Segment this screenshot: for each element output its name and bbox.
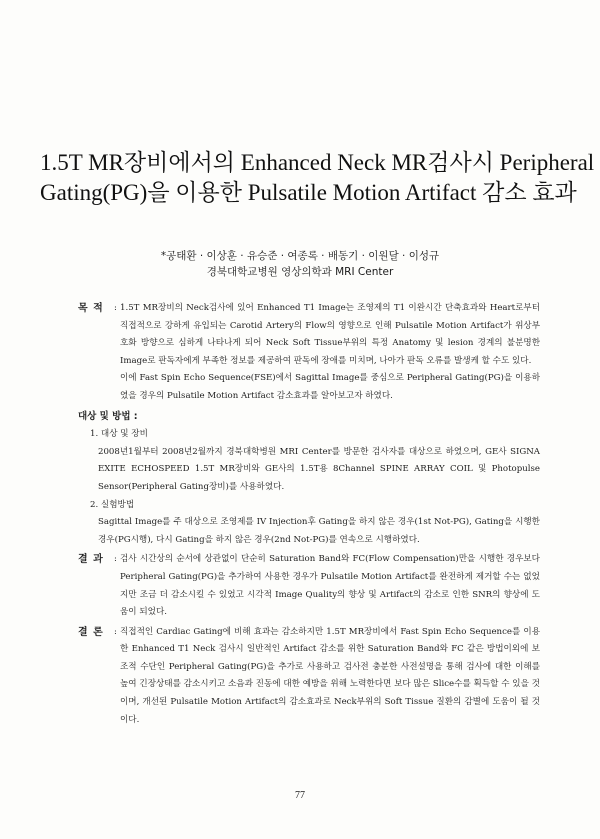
purpose-colon: : — [114, 303, 117, 313]
purpose-heading: 목 적 — [78, 303, 104, 314]
results-paragraph: 검사 시간상의 순서에 상관없이 단순히 Saturation Band와 FC(Flow Compensation)만을 시행한 경우보다 Peripheral Gating(PG)을 추가하여 사용한 경우가 Pulsatile Motion Artifact를 완전하게 제거할 수는 없었지만 조금 더 감소시킬 수 있었고 시각적 Image Quality의 향상 및 Artifact의 감소로 인한 SNR의 향상에 도움이 되었다. — [120, 554, 540, 618]
methods-section — [78, 408, 540, 550]
methods-item-2-body: Sagittal Image를 주 대상으로 조영제를 IV Injection후 Gating을 하지 않은 경우(1st Not-PG), Gating을 시행한 경우(PG시행), 다시 Gating을 하지 않은 경우(2nd Not-PG)를 연속으로 시행하였다. — [98, 517, 540, 545]
author-names: *공태환 · 이상훈 · 유승준 · 여종록 · 배동기 · 이원달 · 이성규 — [160, 250, 440, 262]
methods-item-1-body: 2008년1월부터 2008년2월까지 경북대학병원 MRI Center를 방문한 검사자를 대상으로 하였으며, GE사 SIGNA EXITE ECHOSPEED 1.5T MR장비와 GE사의 1.5T용 8Channel SPINE ARRAY COIL 및 Photopulse Sensor(Peripheral Gating장비)를 사용하였다. — [98, 446, 540, 492]
purpose-section — [78, 300, 540, 406]
methods-item-2-title: 2. 실험방법 — [90, 499, 135, 510]
author-block — [0, 248, 600, 280]
purpose-paragraph-2: 이에 Fast Spin Echo Sequence(FSE)에서 Sagittal Image를 중심으로 Peripheral Gating(PG)을 이용하였을 경우의 Pulsatile Motion Artifact 감소효과를 알아보고자 하였다. — [120, 373, 540, 401]
title-line-1: 1.5T MR장비에서의 Enhanced Neck MR검사시 Peripheral — [40, 150, 595, 175]
results-heading: 결 과 — [78, 554, 104, 566]
conclusion-paragraph: 직접적인 Cardiac Gating에 비해 효과는 감소하지만 1.5T MR장비에서 Fast Spin Echo Sequence를 이용한 Enhanced T1 Neck 검사시 일반적인 Artifact 감소를 위한 Saturation Band와 FC 같은 방법이외에 보조적 수단인 Peripheral Gating(PG)을 추가로 사용하고 검사전 충분한 사전설명을 통해 검사에 대한 이해를 높여 긴장상태를 감소시키고 소음과 진동에 대한 예방을 위해 노력한다면 보다 많은 Slice수를 획득할 수 있을 것이며, 개선된 Pulsatile Motion Artifact의 감소효과로 Neck부위의 Soft Tissue 질환의 감별에 도움이 될 것이다. — [120, 626, 540, 725]
results-colon: : — [114, 554, 117, 565]
purpose-paragraph-1: 1.5T MR장비의 Neck검사에 있어 Enhanced T1 Image는 조영제의 T1 이완시간 단축효과와 Heart로부터 직접적으로 강하게 유입되는 Carotid Artery의 Flow의 영향으로 인해 Pulsatile Motion Artifact가 위상부호화 방향으로 심하게 나타나게 되어 Neck Soft Tissue부위의 특정 Anatomy 및 lesion 경계의 불분명한 Image로 판독자에게 부족한 정보를 제공하여 판독에 장애를 미치며, 나아가 판독 오류를 발생케 할 수도 있다. — [120, 303, 540, 366]
page-number: 77 — [295, 790, 305, 801]
author-affiliation: 경북대학교병원 영상의학과 MRI Center — [206, 266, 394, 278]
conclusion-heading: 결 론 — [78, 626, 104, 638]
title-line-2: Gating(PG)을 이용한 Pulsatile Motion Artifact 감소 효과 — [40, 180, 577, 205]
conclusion-section — [78, 624, 540, 730]
abstract-body — [78, 300, 540, 731]
paper-title — [40, 148, 595, 208]
methods-item-1-title: 1. 대상 및 장비 — [90, 429, 148, 440]
conclusion-colon: : — [114, 626, 117, 637]
methods-heading: 대상 및 방법 : — [78, 410, 138, 422]
results-section — [78, 551, 540, 621]
